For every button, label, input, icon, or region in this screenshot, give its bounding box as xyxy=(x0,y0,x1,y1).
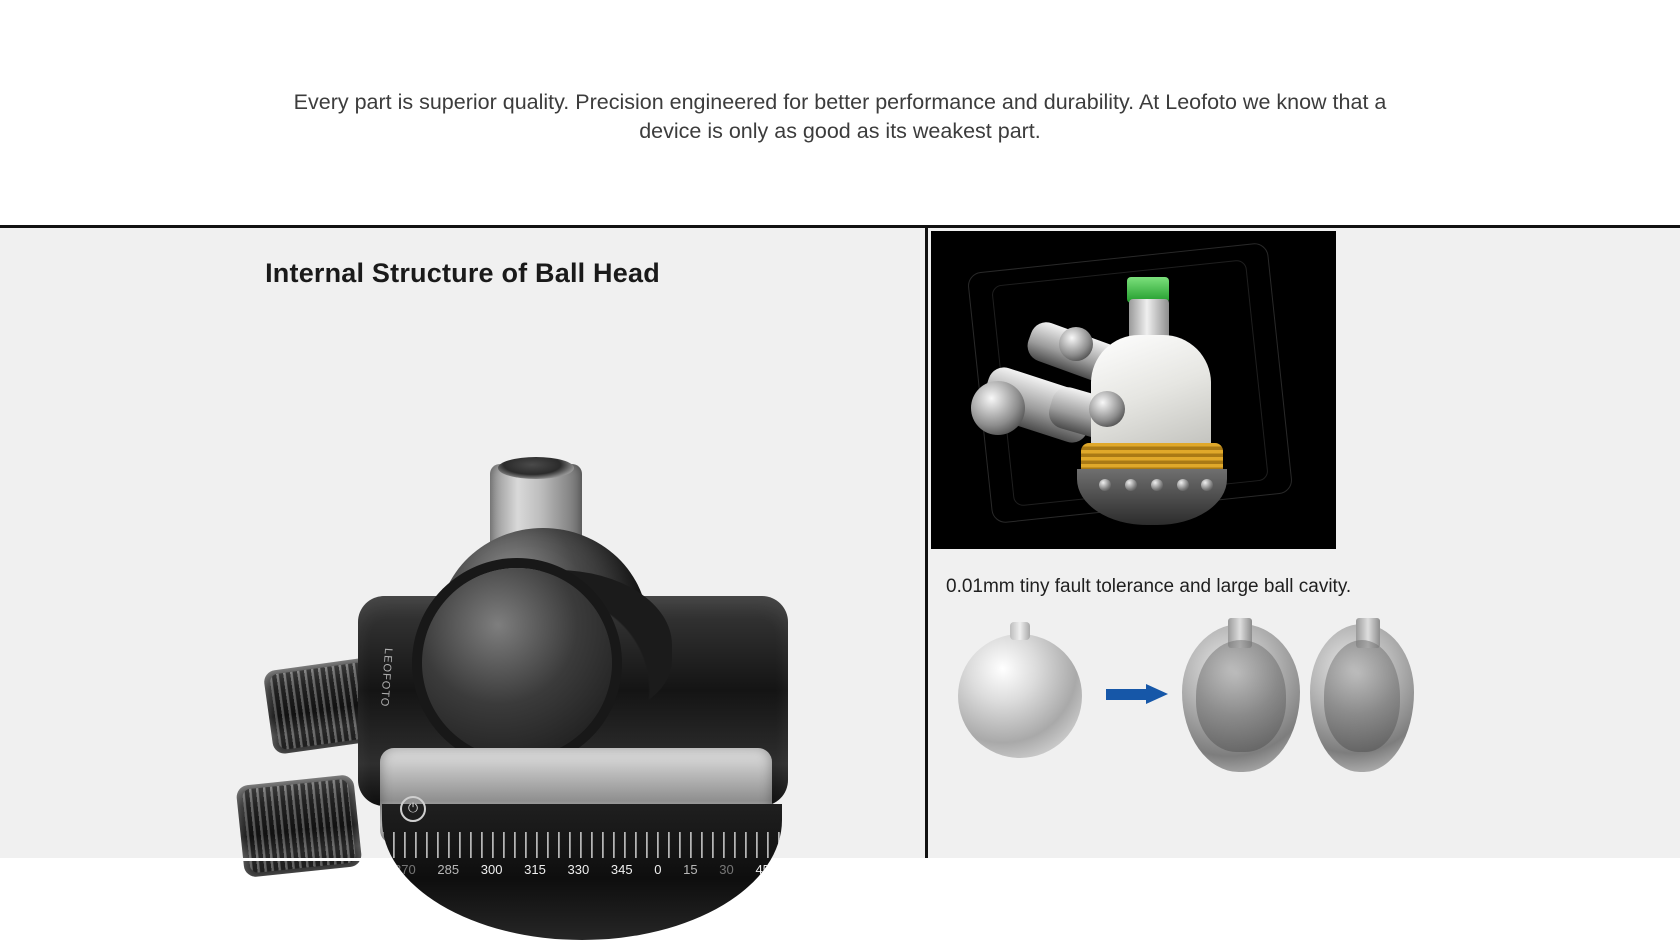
screw-icon xyxy=(1099,479,1111,491)
screw-icon xyxy=(1177,479,1189,491)
solid-ball-icon xyxy=(958,634,1082,758)
render-knob-cap-icon xyxy=(971,381,1025,435)
dial-label: 315 xyxy=(524,862,546,877)
dial-ticks xyxy=(382,832,782,858)
right-panel-details xyxy=(928,225,1680,861)
dial-label: 270 xyxy=(394,862,416,877)
render-knob-cap-icon xyxy=(1089,391,1125,427)
arrow-shaft xyxy=(1106,689,1148,700)
ball-cavity-surface xyxy=(1196,640,1286,752)
housing-side-marking: LEOFOTO xyxy=(377,647,395,708)
internal-render-image xyxy=(931,231,1336,549)
arrow-right-icon xyxy=(1106,684,1168,704)
screw-icon xyxy=(1151,479,1163,491)
dial-label: 45 xyxy=(755,862,770,877)
dial-label: 300 xyxy=(480,862,503,877)
dial-label: 330 xyxy=(567,862,590,877)
panning-degree-dial xyxy=(382,804,782,940)
left-panel-internal-structure xyxy=(0,225,925,877)
intro-paragraph: Every part is superior quality. Precision engineered for better performance and durability. At Leofoto we know that a device is only as good as its weakest part. xyxy=(293,90,1387,143)
power-icon: ⏻ xyxy=(400,796,426,822)
cut-ball-half-b-icon xyxy=(1310,624,1414,772)
intro-section xyxy=(0,0,1680,225)
friction-knob-icon xyxy=(236,774,363,878)
dial-label: 15 xyxy=(683,862,698,877)
arrow-head xyxy=(1146,684,1168,704)
render-knob-cap-icon xyxy=(1059,327,1093,361)
ball-head-cutaway-sphere xyxy=(422,568,612,758)
screw-icon xyxy=(1201,479,1213,491)
dial-label: 285 xyxy=(437,862,460,877)
dial-label: 30 xyxy=(719,862,734,877)
content-panels xyxy=(0,225,1680,877)
dial-label: 345 xyxy=(610,862,633,877)
left-panel-title: Internal Structure of Ball Head xyxy=(265,258,660,288)
render-base-plate xyxy=(1077,469,1227,525)
dial-degree-labels xyxy=(394,862,770,877)
screw-icon xyxy=(1125,479,1137,491)
tolerance-caption: 0.01mm tiny fault tolerance and large ball cavity. xyxy=(946,576,1352,597)
ball-cavity-surface xyxy=(1324,640,1400,752)
ball-cavity-diagram xyxy=(948,616,1368,776)
dial-label: 0 xyxy=(654,862,662,877)
ball-head-illustration xyxy=(230,328,870,877)
cut-ball-half-a-icon xyxy=(1182,624,1300,772)
